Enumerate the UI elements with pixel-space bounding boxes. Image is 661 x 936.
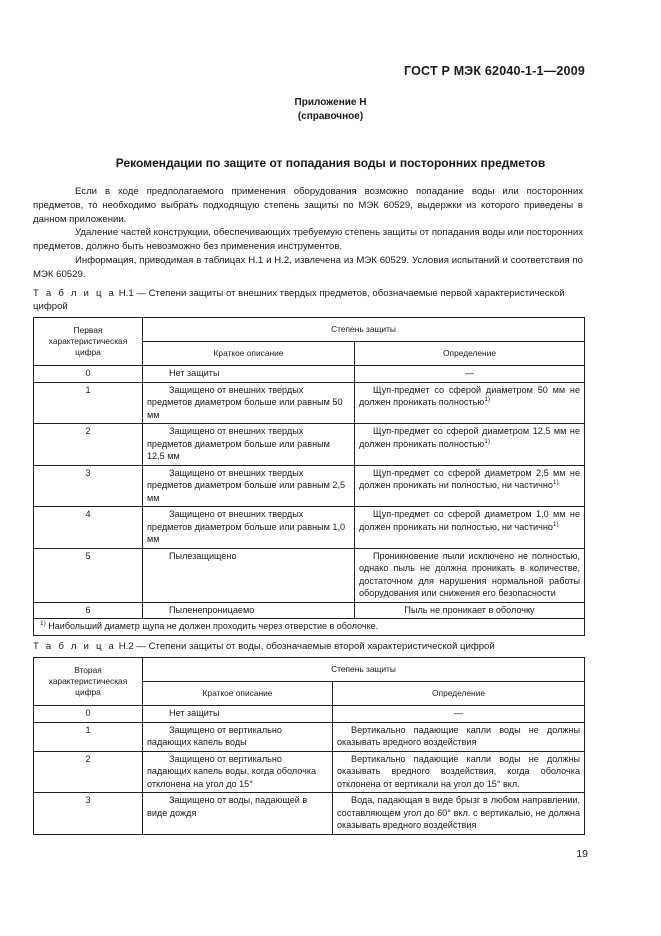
cell-desc: Пыленепроницаемо (143, 602, 355, 619)
cell-def: — (355, 366, 585, 383)
table1-caption-label: Т а б л и ц а (33, 288, 117, 299)
cell-def: Щуп-предмет со сферой диаметром 2,5 мм не должен проникать ни полностью, ни частично$^{1)}$ (355, 465, 585, 507)
cell-desc: Защищено от внешних твердых предметов диаметром больше или равным 50 мм (143, 382, 355, 424)
table-row (34, 465, 585, 507)
footnote-ref: 1) (552, 478, 559, 486)
paragraph: Удаление частей конструкции, обеспечивающих требуемую степень защиты от попадания воды или посторонних предметов, должно быть невозможно без применения инструментов. (33, 227, 584, 253)
cell-digit: 5 (34, 548, 143, 602)
table2 (33, 657, 585, 835)
table1-header-degree: Степень защиты (143, 318, 585, 342)
footnote-ref: 1) (484, 437, 490, 445)
annex-type: (справочное) (297, 111, 364, 122)
footnote-ref: 1) (552, 520, 559, 528)
paragraph: Если в ходе предполагаемого применения оборудования возможно попадание воды или посторонних предметов, то необходимо выбрать подходящую степень защиты по МЭК 60529, выдержки из которого приведены в данном приложении. (33, 186, 583, 225)
table1-header-digit: Первая характеристическая цифра (34, 318, 143, 366)
table1-header-short: Краткое описание (143, 342, 355, 366)
table-row (34, 548, 585, 602)
table1-footnote-row (34, 619, 585, 636)
table-row (34, 602, 585, 619)
table1-caption-text: Н.1 — Степени защиты от внешних твердых предметов, обозначаемые первой характеристической цифрой (33, 288, 565, 312)
body-text (33, 185, 583, 282)
cell-desc: Нет защиты (143, 706, 333, 723)
table2-header-def: Определение (333, 682, 585, 706)
cell-desc: Защищено от вертикально падающих капель воды, когда оболочка отклонена на угол до 15° (143, 751, 333, 793)
document-title: Рекомендации по защите от попадания воды и посторонних предметов (115, 156, 546, 170)
cell-digit: 2 (34, 424, 143, 466)
cell-digit: 4 (34, 507, 143, 549)
table2-header-short: Краткое описание (143, 682, 333, 706)
cell-desc: Нет защиты (143, 366, 355, 383)
cell-def: Вода, падающая в виде брызг в любом направлении, составляющем угол до 60° вкл. с вертикалью, не должна оказывать вредного воздействия (333, 793, 585, 835)
cell-def: Проникновение пыли исключено не полностью, однако пыль не должна проникать в количестве, достаточном для нарушения нормальной работы оборудования или снижения его безопасности (355, 548, 585, 602)
cell-digit: 0 (34, 706, 143, 723)
table1-caption (33, 287, 589, 313)
table1-footnote: $^{1)}$ Наибольший диаметр щупа не должен проходить через отверстие в оболочке. (34, 619, 585, 636)
table1 (33, 317, 585, 636)
paragraph: Информация, приводимая в таблицах Н.1 и Н.2, извлечена из МЭК 60529. Условия испытаний и соответствия по МЭК 60529. (33, 254, 583, 280)
cell-digit: 6 (34, 602, 143, 619)
cell-def: Вертикально падающие капли воды не должны оказывать вредного воздействия, когда оболочка отклонена от вертикали на угол до 15° вкл. (333, 751, 585, 793)
cell-desc: Защищено от воды, падающей в виде дождя (143, 793, 333, 835)
cell-desc: Защищено от внешних твердых предметов диаметром больше или равным 12,5 мм (143, 424, 355, 466)
cell-def: — (333, 706, 585, 723)
annex-heading (0, 96, 661, 124)
cell-def: Пыль не проникает в оболочку (355, 602, 585, 619)
table2-caption-text: Н.2 — Степени защиты от воды, обозначаемые второй характеристической цифрой (118, 641, 495, 652)
footnote-mark: 1) (40, 620, 46, 627)
cell-desc: Защищено от внешних твердых предметов диаметром больше или равным 1,0 мм (143, 507, 355, 549)
table-row (34, 507, 585, 549)
cell-def: Щуп-предмет со сферой диаметром 50 мм не должен проникать полностью$^{1)}$ (355, 382, 585, 424)
annex-title: Приложение Н (294, 97, 367, 108)
cell-digit: 1 (34, 722, 143, 751)
table2-caption (33, 640, 589, 653)
table2-caption-label: Т а б л и ц а (33, 641, 117, 652)
cell-def: Вертикально падающие капли воды не должны оказывать вредного воздействия (333, 722, 585, 751)
table-row (34, 751, 585, 793)
cell-def: Щуп-предмет со сферой диаметром 1,0 мм не должен проникать ни полностью, ни частично$^{1)}$ (355, 507, 585, 549)
footnote-ref: 1) (484, 395, 490, 403)
table-row (34, 793, 585, 835)
table2-header-degree: Степень защиты (143, 658, 585, 682)
table-row (34, 424, 585, 466)
cell-desc: Пылезащищено (143, 548, 355, 602)
cell-digit: 1 (34, 382, 143, 424)
cell-digit: 3 (34, 793, 143, 835)
cell-desc: Защищено от вертикально падающих капель воды (143, 722, 333, 751)
cell-digit: 3 (34, 465, 143, 507)
table-row (34, 366, 585, 383)
page-number: 19 (576, 848, 588, 860)
table-row (34, 722, 585, 751)
table2-header-digit: Вторая характеристическая цифра (34, 658, 143, 706)
cell-digit: 0 (34, 366, 143, 383)
cell-def: Щуп-предмет со сферой диаметром 12,5 мм не должен проникать полностью$^{1)}$ (355, 424, 585, 466)
table-row (34, 382, 585, 424)
cell-digit: 2 (34, 751, 143, 793)
standard-code: ГОСТ Р МЭК 62040-1-1—2009 (404, 64, 585, 78)
table-row (34, 706, 585, 723)
table1-header-def: Определение (355, 342, 585, 366)
cell-desc: Защищено от внешних твердых предметов диаметром больше или равным 2,5 мм (143, 465, 355, 507)
